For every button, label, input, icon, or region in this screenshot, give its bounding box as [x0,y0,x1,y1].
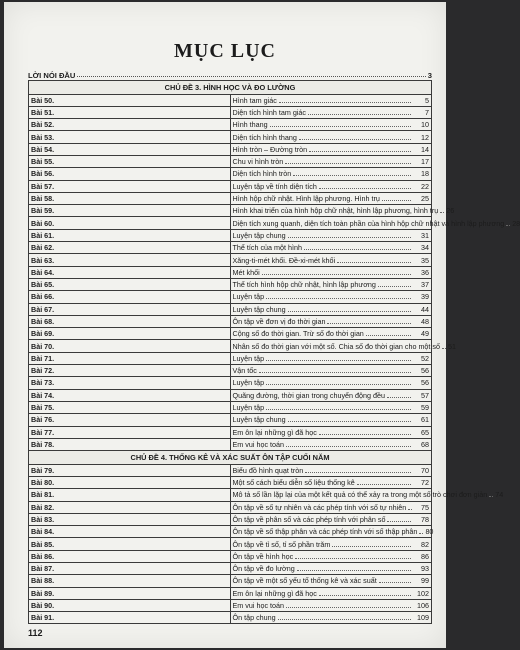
toc-entry[interactable] [29,254,432,266]
lesson-title: Diện tích hình tam giác [232,107,307,117]
toc-entry[interactable] [29,205,432,217]
leader-dots [308,114,411,115]
lesson-title: Hình thang [232,120,268,130]
leader-dots [286,607,411,608]
lesson-page: 70 [421,465,429,475]
lesson-cell [230,401,432,413]
lesson-page: 106 [417,601,429,611]
toc-entry[interactable] [29,401,432,413]
toc-entry[interactable] [29,291,432,303]
lesson-title: Luyện tập chung [232,230,286,240]
lesson-cell [230,501,432,513]
lesson-number: Bài 70. [29,340,231,352]
lesson-cell [230,131,432,143]
toc-entry[interactable] [29,131,432,143]
toc-entry[interactable] [29,168,432,180]
lesson-number: Bài 85. [29,538,231,550]
toc-entry[interactable] [29,315,432,327]
lesson-page: 75 [421,502,429,512]
toc-entry[interactable] [29,612,432,624]
lesson-page: 5 [425,95,429,105]
toc-entry[interactable] [29,143,432,155]
leader-dots [288,421,411,422]
lesson-title: Luyện tập [232,292,265,302]
toc-entry[interactable] [29,526,432,538]
toc-entry[interactable] [29,550,432,562]
lesson-number: Bài 67. [29,303,231,315]
lesson-title: Ôn tập về đơn vị đo thời gian [232,316,326,326]
lesson-number: Bài 82. [29,501,231,513]
toc-entry[interactable] [29,575,432,587]
toc-entry[interactable] [29,119,432,131]
leader-dots [357,484,411,485]
lesson-number: Bài 72. [29,365,231,377]
lesson-page: 39 [421,292,429,302]
lesson-page: 17 [421,157,429,167]
lesson-cell [230,377,432,389]
lesson-title: Luyện tập về tính diện tích [232,181,317,191]
lesson-page: 72 [421,478,429,488]
lesson-cell [230,426,432,438]
lesson-page: 31 [421,230,429,240]
lesson-title: Biểu đồ hình quạt tròn [232,465,304,475]
lesson-cell [230,205,455,217]
leader-dots [319,434,411,435]
lesson-number: Bài 65. [29,278,231,290]
lesson-cell [230,229,432,241]
lesson-number: Bài 57. [29,180,231,192]
leader-dots [442,348,446,349]
lesson-cell [230,266,432,278]
toc-entry[interactable] [29,501,432,513]
lesson-number: Bài 78. [29,438,231,450]
lesson-number: Bài 73. [29,377,231,389]
lesson-page: 36 [421,267,429,277]
lesson-page: 14 [421,144,429,154]
lesson-cell [230,328,432,340]
lesson-page: 28 [512,218,520,228]
leader-dots [304,249,411,250]
lesson-title: Quãng đường, thời gian trong chuyển động đều [232,390,386,400]
leader-dots [382,200,411,201]
lesson-number: Bài 88. [29,575,231,587]
lesson-title: Diện tích hình tròn [232,169,292,179]
lesson-page: 35 [421,255,429,265]
lesson-cell [230,575,432,587]
toc-entry[interactable] [29,229,432,241]
lesson-title: Cộng số đo thời gian. Trừ số đo thời gian [232,329,364,339]
lesson-title: Em vui học toán [232,601,285,611]
lesson-page: 59 [421,403,429,413]
intro-label: LỜI NÓI ĐẦU [28,71,76,80]
lesson-page: 80 [425,527,434,537]
lesson-page: 68 [421,439,429,449]
leader-dots [440,212,444,213]
lesson-cell [230,315,432,327]
lesson-cell [230,464,432,476]
section-heading-row [29,451,432,465]
toc-entry[interactable] [29,155,432,167]
lesson-number: Bài 91. [29,612,231,624]
lesson-number: Bài 66. [29,291,231,303]
leader-dots [305,472,411,473]
lesson-page: 93 [421,564,429,574]
toc-entry[interactable] [29,180,432,192]
leader-dots [337,262,411,263]
lesson-cell [230,192,432,204]
lesson-cell [230,278,432,290]
toc-entry[interactable] [29,328,432,340]
lesson-title: Ôn tập về tỉ số, tỉ số phần trăm [232,539,331,549]
lesson-cell [230,389,432,401]
lesson-page: 51 [448,341,457,351]
lesson-cell [230,538,432,550]
lesson-number: Bài 80. [29,476,231,488]
lesson-cell [230,352,432,364]
lesson-number: Bài 54. [29,143,231,155]
table-of-contents [28,66,520,624]
leader-dots [77,76,425,77]
lesson-page: 86 [421,551,429,561]
leader-dots [266,360,411,361]
leader-dots [266,298,411,299]
lesson-number: Bài 59. [29,205,231,217]
lesson-cell [230,489,504,501]
lesson-cell [230,143,432,155]
lesson-number: Bài 76. [29,414,231,426]
lesson-page: 7 [425,107,429,117]
leader-dots [270,126,411,127]
lesson-title: Thể tích của một hình [232,243,303,253]
lesson-page: 56 [421,378,429,388]
lesson-title: Luyện tập [232,403,265,413]
lesson-cell [230,550,432,562]
lesson-number: Bài 69. [29,328,231,340]
leader-dots [366,335,411,336]
toc-entry[interactable] [29,438,432,450]
lesson-title: Luyện tập chung [232,304,286,314]
toc-entry[interactable] [29,106,432,118]
book-page [4,2,520,648]
lesson-page: 102 [417,588,429,598]
lesson-title: Hình khai triển của hình hộp chữ nhật, hình lập phương, hình trụ [232,206,439,216]
intro-entry[interactable] [28,66,432,80]
lesson-cell [230,599,432,611]
lesson-title: Ôn tập về đo lường [232,564,295,574]
toc-entry[interactable] [29,476,432,488]
lesson-number: Bài 90. [29,599,231,611]
lesson-number: Bài 89. [29,587,231,599]
leader-dots [288,237,411,238]
lesson-title: Diện tích hình thang [232,132,297,142]
leader-dots [332,546,411,547]
section-heading: CHỦ ĐỀ 3. HÌNH HỌC VÀ ĐO LƯỜNG [29,81,432,95]
toc-entry[interactable] [29,489,432,501]
lesson-title: Hình hộp chữ nhật. Hình lập phương. Hình trụ [232,194,380,204]
lesson-title: Nhân số đo thời gian với một số. Chia số đo thời gian cho một số [232,341,441,351]
leader-dots [262,274,411,275]
lesson-page: 82 [421,539,429,549]
lesson-title: Chu vi hình tròn [232,157,284,167]
lesson-cell [230,106,432,118]
lesson-cell [230,217,520,229]
lesson-title: Diện tích xung quanh, diện tích toàn phần của hình hộp chữ nhật và hình lập phương [232,218,505,228]
lesson-cell [230,303,432,315]
leader-dots [319,188,411,189]
toc-entry[interactable] [29,389,432,401]
lesson-number: Bài 61. [29,229,231,241]
lesson-number: Bài 75. [29,401,231,413]
lesson-number: Bài 68. [29,315,231,327]
toc-entry[interactable] [29,599,432,611]
lesson-cell [230,291,432,303]
lesson-title: Em ôn lại những gì đã học [232,588,317,598]
lesson-number: Bài 86. [29,550,231,562]
leader-dots [327,323,411,324]
lesson-title: Luyện tập chung [232,415,286,425]
lesson-cell [230,513,432,525]
toc-entry[interactable] [29,217,432,229]
leader-dots [288,311,411,312]
lesson-page: 52 [421,353,429,363]
lesson-title: Ôn tập về số tự nhiên và các phép tính với số tự nhiên [232,502,407,512]
toc-entry[interactable] [29,278,432,290]
lesson-title: Ôn tập về số thập phân và các phép tính với số thập phân [232,527,418,537]
lesson-page: 57 [421,390,429,400]
lesson-cell [230,438,432,450]
toc-entry[interactable] [29,414,432,426]
toc-entry[interactable] [29,426,432,438]
leader-dots [293,175,411,176]
lesson-page: 10 [421,120,429,130]
lesson-page: 25 [421,194,429,204]
toc-entry[interactable] [29,266,432,278]
leader-dots [506,225,510,226]
lesson-number: Bài 58. [29,192,231,204]
leader-dots [379,582,411,583]
page-title: MỤC LỤC [174,40,276,62]
page-number: 112 [28,628,43,638]
toc-entry[interactable] [29,587,432,599]
lesson-cell [230,168,432,180]
lesson-number: Bài 63. [29,254,231,266]
toc-entry[interactable] [29,513,432,525]
lesson-number: Bài 74. [29,389,231,401]
lesson-page: 65 [421,427,429,437]
lesson-number: Bài 50. [29,94,231,106]
lesson-page: 78 [421,514,429,524]
leader-dots [387,397,411,398]
toc-entry[interactable] [29,242,432,254]
lesson-number: Bài 87. [29,562,231,574]
leader-dots [285,163,411,164]
toc-entry[interactable] [29,340,432,352]
lesson-cell [230,242,432,254]
lesson-cell [230,254,432,266]
lesson-title: Thể tích hình hộp chữ nhật, hình lập phương [232,280,376,290]
lesson-number: Bài 77. [29,426,231,438]
leader-dots [297,570,411,571]
lesson-cell [230,562,432,574]
lesson-number: Bài 71. [29,352,231,364]
lesson-number: Bài 64. [29,266,231,278]
lesson-number: Bài 52. [29,119,231,131]
leader-dots [286,446,411,447]
leader-dots [278,619,411,620]
leader-dots [309,151,411,152]
lesson-title: Luyện tập [232,353,265,363]
toc-entry[interactable] [29,377,432,389]
leader-dots [259,372,411,373]
lesson-cell [230,365,432,377]
intro-page: 3 [427,71,432,80]
leader-dots [419,533,423,534]
lesson-cell [230,155,432,167]
lesson-page: 12 [421,132,429,142]
lesson-title: Ôn tập chung [232,613,276,623]
lesson-number: Bài 56. [29,168,231,180]
lesson-title: Hình tròn – Đường tròn [232,144,308,154]
lesson-title: Vận tốc [232,366,257,376]
toc-entry[interactable] [29,94,432,106]
toc-entry[interactable] [29,192,432,204]
toc-entry[interactable] [29,352,432,364]
lesson-page: 49 [421,329,429,339]
lesson-page: 61 [421,415,429,425]
section-heading: CHỦ ĐỀ 4. THỐNG KÊ VÀ XÁC SUẤT ÔN TẬP CUỐI NĂM [29,451,432,465]
lesson-title: Ôn tập về hình học [232,551,294,561]
leader-dots [489,496,493,497]
leader-dots [299,139,411,140]
lesson-title: Mét khối [232,267,260,277]
lesson-cell [230,414,432,426]
leader-dots [295,558,411,559]
leader-dots [279,102,411,103]
lesson-number: Bài 79. [29,464,231,476]
lesson-page: 34 [421,243,429,253]
lesson-number: Bài 83. [29,513,231,525]
lesson-number: Bài 55. [29,155,231,167]
lesson-number: Bài 62. [29,242,231,254]
leader-dots [387,521,411,522]
lesson-number: Bài 84. [29,526,231,538]
toc-table [28,80,520,624]
lesson-title: Ôn tập về phân số và các phép tính với phân số [232,514,386,524]
leader-dots [319,595,411,596]
lesson-cell [230,340,457,352]
lesson-page: 18 [421,169,429,179]
lesson-title: Mô tả số lần lặp lại của một kết quả có thể xảy ra trong một số trò chơi đơn giản [232,490,488,500]
lesson-title: Luyện tập [232,378,265,388]
leader-dots [266,384,411,385]
section-heading-row [29,81,432,95]
lesson-page: 22 [421,181,429,191]
lesson-page: 99 [421,576,429,586]
lesson-title: Xăng-ti-mét khối. Đề-xi-mét khối [232,255,336,265]
lesson-cell [230,526,432,538]
lesson-cell [230,94,432,106]
lesson-title: Hình tam giác [232,95,277,105]
leader-dots [266,409,411,410]
lesson-title: Em vui học toán [232,439,285,449]
lesson-cell [230,587,432,599]
lesson-cell [230,612,432,624]
lesson-cell [230,180,432,192]
lesson-cell [230,119,432,131]
toc-entry[interactable] [29,562,432,574]
leader-dots [408,509,412,510]
toc-entry[interactable] [29,303,432,315]
lesson-title: Ôn tập về một số yếu tố thống kê và xác suất [232,576,377,586]
lesson-cell [230,476,432,488]
lesson-page: 37 [421,280,429,290]
lesson-number: Bài 51. [29,106,231,118]
toc-entry[interactable] [29,538,432,550]
leader-dots [378,286,411,287]
toc-entry[interactable] [29,464,432,476]
lesson-page: 26 [446,206,455,216]
lesson-page: 48 [421,316,429,326]
lesson-page: 74 [495,490,504,500]
lesson-number: Bài 60. [29,217,231,229]
lesson-page: 44 [421,304,429,314]
lesson-page: 56 [421,366,429,376]
lesson-page: 109 [417,613,429,623]
lesson-title: Em ôn lại những gì đã học [232,427,317,437]
lesson-number: Bài 53. [29,131,231,143]
lesson-title: Một số cách biểu diễn số liệu thống kê [232,478,355,488]
toc-entry[interactable] [29,365,432,377]
lesson-number: Bài 81. [29,489,231,501]
